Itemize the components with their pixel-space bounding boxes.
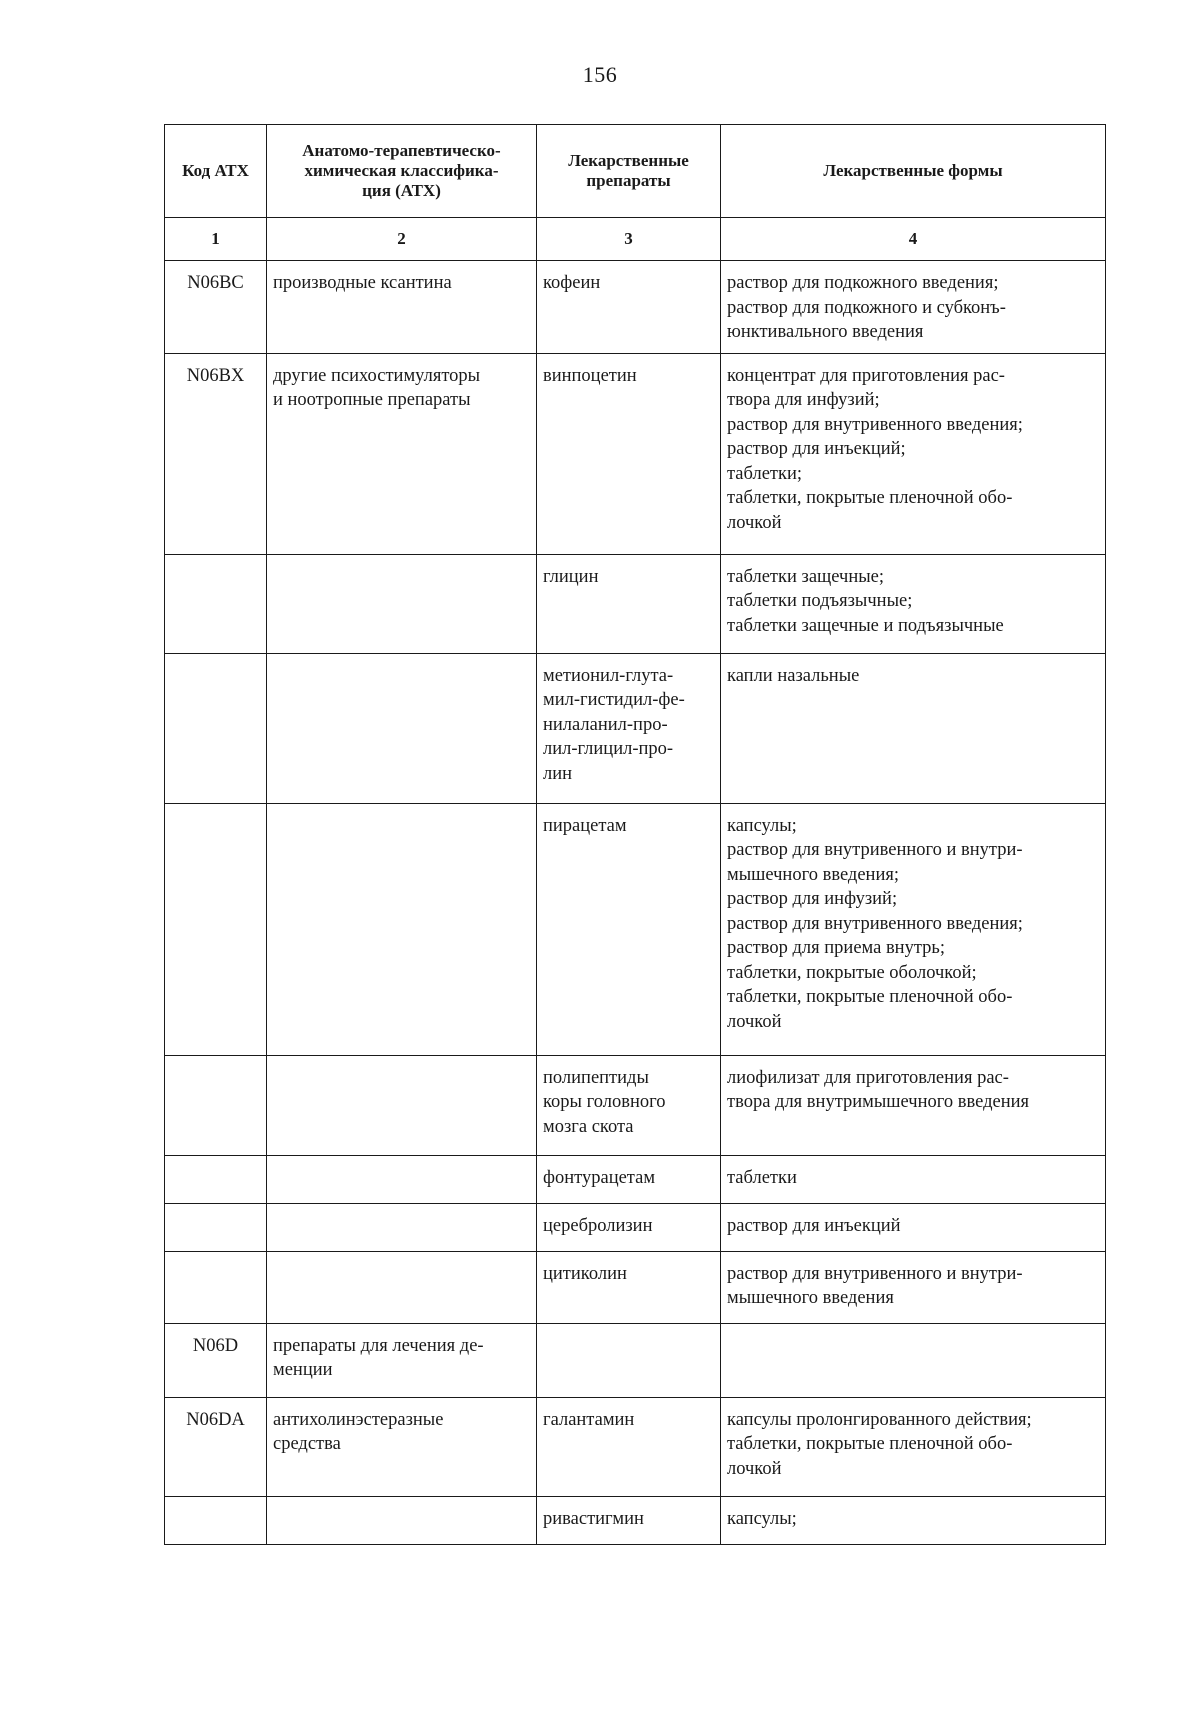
atc-code-cell: N06DA: [165, 1397, 267, 1496]
page-number: 156: [582, 62, 618, 87]
classification-cell: [267, 653, 537, 803]
text-line: лин: [543, 763, 573, 784]
header-line: химическая классифика-: [304, 161, 499, 180]
atc-code-cell: [165, 1155, 267, 1203]
classification-cell: [267, 1397, 537, 1496]
drug-cell: [537, 1055, 721, 1155]
text-line: нилаланил-про-: [543, 714, 668, 735]
text-line: раствор для внутривенного и внутри-: [727, 840, 1023, 860]
header-drugs: [537, 125, 721, 218]
table-row: [165, 1323, 1106, 1397]
dosage-forms-cell: [721, 261, 1106, 354]
text-line: лочкой: [727, 1011, 782, 1032]
text-line: раствор для инъекций;: [727, 439, 906, 459]
text-line: таблетки, покрытые пленочной обо-: [727, 987, 1013, 1007]
dosage-forms-cell: [721, 353, 1106, 554]
classification-cell: [267, 1155, 537, 1203]
drug-cell: [537, 1203, 721, 1251]
column-number-row: [165, 218, 1106, 261]
atc-code-cell: [165, 803, 267, 1055]
column-number: 4: [721, 218, 1106, 261]
table-row: [165, 1155, 1106, 1203]
text-line: капли назальные: [727, 665, 860, 686]
text-line: таблетки, покрытые пленочной обо-: [727, 488, 1013, 508]
drug-cell: [537, 554, 721, 653]
text-line: мышечного введения: [727, 1288, 894, 1308]
text-line: таблетки подъязычные;: [727, 591, 913, 611]
drug-cell: [537, 1251, 721, 1323]
text-line: раствор для внутривенного и внутри-: [727, 1263, 1023, 1284]
text-line: фонтурацетам: [543, 1167, 656, 1188]
text-line: концентрат для приготовления рас-: [727, 365, 1005, 386]
column-number: 1: [165, 218, 267, 261]
text-line: лочкой: [727, 512, 782, 533]
text-line: твора для инфузий;: [727, 390, 880, 410]
atc-code-cell: N06D: [165, 1323, 267, 1397]
dosage-forms-cell: [721, 1323, 1106, 1397]
text-line: лил-глицил-про-: [543, 739, 674, 759]
column-number: 3: [537, 218, 721, 261]
text-line: кофеин: [543, 273, 601, 293]
drug-cell: [537, 1496, 721, 1544]
classification-cell: [267, 1055, 537, 1155]
table-body: [165, 261, 1106, 1545]
text-line: лочкой: [727, 1458, 782, 1479]
header-atc-classification: [267, 125, 537, 218]
text-line: капсулы пролонгированного действия;: [727, 1409, 1032, 1430]
text-line: производные ксантина: [273, 273, 452, 293]
text-line: раствор для подкожного введения;: [727, 273, 999, 293]
atc-code-cell: [165, 1203, 267, 1251]
text-line: капсулы;: [727, 815, 797, 836]
dosage-forms-cell: [721, 1397, 1106, 1496]
table-row: [165, 353, 1106, 554]
text-line: средства: [273, 1434, 341, 1454]
classification-cell: [267, 1251, 537, 1323]
classification-cell: [267, 353, 537, 554]
dosage-forms-cell: [721, 1251, 1106, 1323]
table-row: [165, 1203, 1106, 1251]
dosage-forms-cell: [721, 1496, 1106, 1544]
text-line: менции: [273, 1360, 333, 1380]
dosage-forms-cell: [721, 803, 1106, 1055]
column-number: 2: [267, 218, 537, 261]
text-line: цитиколин: [543, 1263, 627, 1284]
classification-cell: [267, 1496, 537, 1544]
atc-code-cell: [165, 554, 267, 653]
dosage-forms-cell: [721, 653, 1106, 803]
text-line: мышечного введения;: [727, 864, 899, 885]
text-line: раствор для внутривенного введения;: [727, 913, 1023, 934]
dosage-forms-cell: [721, 1055, 1106, 1155]
text-line: пирацетам: [543, 815, 627, 836]
text-line: таблетки, покрытые пленочной обо-: [727, 1434, 1013, 1454]
atc-code-cell: N06BX: [165, 353, 267, 554]
header-atc-code: [165, 125, 267, 218]
table-row: [165, 803, 1106, 1055]
header-line: Лекарственные формы: [823, 161, 1003, 180]
drug-cell: [537, 803, 721, 1055]
header-line: препараты: [586, 171, 671, 190]
atc-code-cell: [165, 1055, 267, 1155]
text-line: глицин: [543, 566, 599, 587]
header-dosage-forms: [721, 125, 1106, 218]
drug-cell: [537, 1397, 721, 1496]
atc-drug-table: [164, 124, 1106, 1545]
text-line: таблетки;: [727, 463, 803, 484]
text-line: раствор для инфузий;: [727, 889, 898, 909]
dosage-forms-cell: [721, 1203, 1106, 1251]
text-line: мил-гистидил-фе-: [543, 690, 685, 710]
drug-cell: [537, 653, 721, 803]
text-line: таблетки: [727, 1167, 797, 1188]
table-row: [165, 1055, 1106, 1155]
text-line: таблетки защечные и подъязычные: [727, 615, 1004, 636]
drug-cell: [537, 1155, 721, 1203]
table-row: [165, 554, 1106, 653]
text-line: капсулы;: [727, 1508, 797, 1529]
classification-cell: [267, 1323, 537, 1397]
table-row: [165, 1397, 1106, 1496]
text-line: антихолинэстеразные: [273, 1409, 444, 1430]
atc-code-cell: [165, 1251, 267, 1323]
text-line: галантамин: [543, 1409, 635, 1430]
table-row: [165, 1251, 1106, 1323]
text-line: раствор для подкожного и субконъ-: [727, 297, 1006, 318]
text-line: раствор для внутривенного введения;: [727, 414, 1023, 435]
text-line: винпоцетин: [543, 365, 637, 386]
text-line: лиофилизат для приготовления рас-: [727, 1067, 1009, 1088]
drug-cell: [537, 353, 721, 554]
atc-code-cell: [165, 653, 267, 803]
text-line: ривастигмин: [543, 1508, 644, 1529]
table-header-row: [165, 125, 1106, 218]
header-line: ция (АТХ): [362, 181, 441, 200]
text-line: коры головного: [543, 1092, 666, 1112]
header-line: Лекарственные: [568, 151, 689, 170]
text-line: твора для внутримышечного введения: [727, 1092, 1030, 1112]
text-line: таблетки защечные;: [727, 566, 885, 587]
classification-cell: [267, 261, 537, 354]
text-line: мозга скота: [543, 1116, 634, 1137]
text-line: и ноотропные препараты: [273, 390, 471, 410]
text-line: церебролизин: [543, 1215, 653, 1236]
classification-cell: [267, 803, 537, 1055]
dosage-forms-cell: [721, 554, 1106, 653]
text-line: таблетки, покрытые оболочкой;: [727, 962, 977, 983]
drug-cell: [537, 1323, 721, 1397]
table-row: [165, 653, 1106, 803]
classification-cell: [267, 554, 537, 653]
text-line: раствор для инъекций: [727, 1215, 901, 1236]
text-line: юнктивального введения: [727, 322, 924, 342]
header-line: Анатомо-терапевтическо-: [302, 141, 501, 160]
text-line: метионил-глута-: [543, 665, 674, 686]
text-line: препараты для лечения де-: [273, 1335, 484, 1356]
header-line: Код АТХ: [182, 161, 249, 180]
text-line: раствор для приема внутрь;: [727, 938, 945, 958]
text-line: другие психостимуляторы: [273, 365, 481, 386]
dosage-forms-cell: [721, 1155, 1106, 1203]
atc-code-cell: [165, 1496, 267, 1544]
drug-cell: [537, 261, 721, 354]
atc-code-cell: N06BC: [165, 261, 267, 354]
text-line: полипептиды: [543, 1067, 649, 1088]
table-row: [165, 261, 1106, 354]
table-row: [165, 1496, 1106, 1544]
classification-cell: [267, 1203, 537, 1251]
